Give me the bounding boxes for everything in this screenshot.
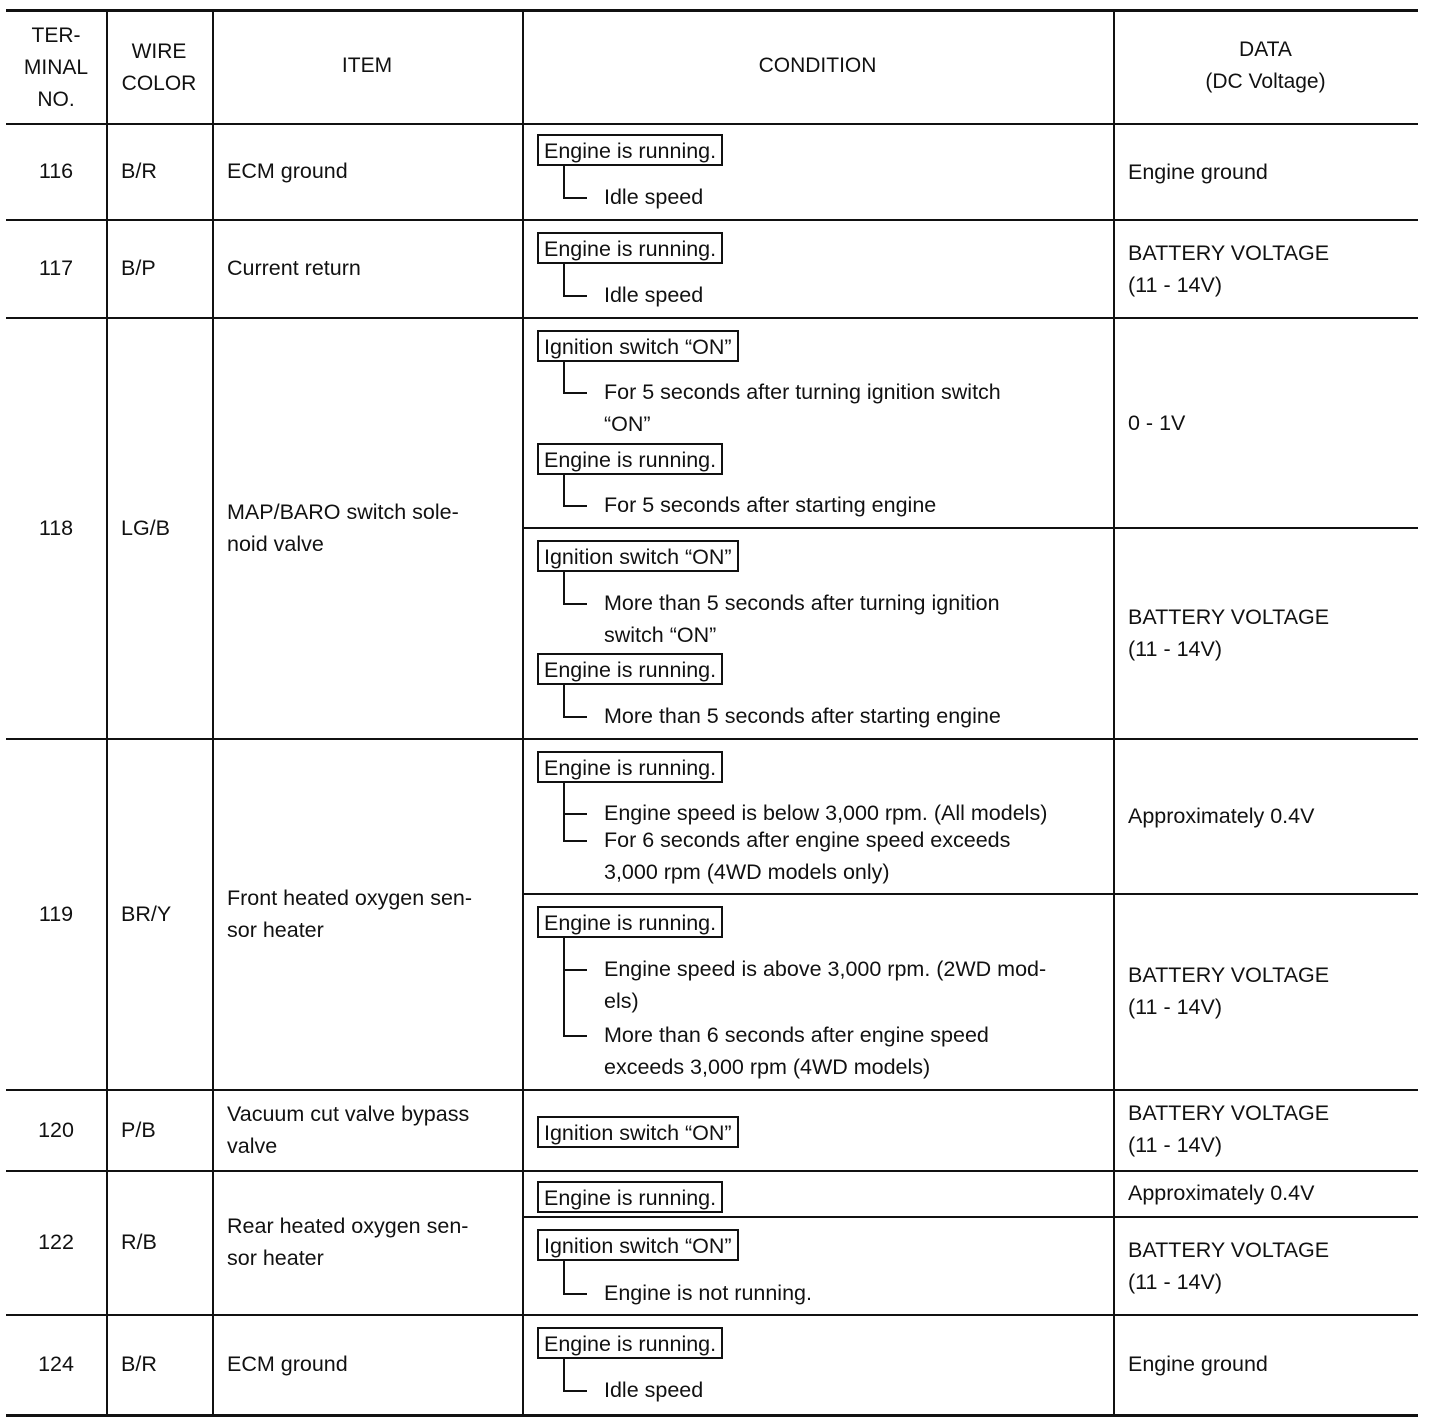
header-terminal: TER- [31, 24, 81, 47]
condition-box: Engine is running. [537, 134, 723, 166]
condition-detail: “ON” [604, 412, 651, 436]
header-wire-color: WIRE [131, 40, 187, 63]
data-value: (11 - 14V) [1128, 637, 1222, 661]
tree-branch [563, 813, 587, 815]
tree-branch [563, 392, 587, 394]
data-value: 0 - 1V [1128, 411, 1186, 435]
data-value: BATTERY VOLTAGE [1128, 241, 1330, 265]
terminal-number: 116 [38, 159, 74, 183]
condition-detail: Idle speed [604, 185, 704, 209]
terminal-number: 118 [38, 515, 74, 540]
data-value: Engine ground [1128, 1352, 1268, 1376]
row-divider [6, 317, 1418, 319]
wire-color: BR/Y [121, 901, 172, 926]
wire-color: B/R [121, 159, 157, 183]
condition-box: Ignition switch “ON” [537, 1116, 739, 1148]
tree-connector [563, 938, 565, 1035]
item-name: Vacuum cut valve bypass [227, 1101, 470, 1126]
data-value: Engine ground [1128, 160, 1268, 184]
header-item: ITEM [341, 54, 393, 77]
tree-branch [563, 295, 587, 297]
item-name: ECM ground [227, 1352, 348, 1376]
wire-color: R/B [121, 1230, 157, 1254]
condition-divider [522, 893, 1418, 895]
condition-box: Ignition switch “ON” [537, 1229, 739, 1261]
condition-box: Ignition switch “ON” [537, 540, 739, 572]
tree-branch [563, 840, 587, 842]
item-name: ECM ground [227, 159, 348, 183]
condition-box: Engine is running. [537, 1327, 723, 1359]
condition-box: Engine is running. [537, 751, 723, 783]
data-value: BATTERY VOLTAGE [1128, 1238, 1330, 1262]
column-divider [1113, 9, 1115, 1416]
item-name: Rear heated oxygen sen- [227, 1214, 469, 1238]
row-divider [6, 219, 1418, 221]
item-name: MAP/BARO switch sole- [227, 499, 459, 524]
header-wire-color: COLOR [121, 72, 197, 95]
condition-detail: Engine is not running. [604, 1281, 812, 1305]
item-name: sor heater [227, 1246, 324, 1270]
data-value: BATTERY VOLTAGE [1128, 605, 1330, 629]
row-divider [6, 1314, 1418, 1316]
item-name: valve [227, 1133, 278, 1158]
tree-connector [563, 475, 565, 505]
header-data: DATA [1239, 38, 1292, 61]
row-divider [6, 1089, 1418, 1091]
tree-branch [563, 1390, 587, 1392]
wire-color: LG/B [121, 515, 170, 540]
condition-detail: More than 5 seconds after turning ignition [604, 591, 1000, 615]
data-value: Approximately 0.4V [1128, 804, 1315, 828]
tree-branch [563, 197, 587, 199]
wire-color: P/B [121, 1117, 156, 1142]
tree-connector [563, 362, 565, 392]
condition-box: Ignition switch “ON” [537, 330, 739, 362]
condition-detail: For 6 seconds after engine speed exceeds [604, 828, 1011, 852]
data-value: (11 - 14V) [1128, 273, 1222, 297]
condition-detail: More than 5 seconds after starting engine [604, 704, 1001, 728]
wire-color: B/R [121, 1352, 157, 1376]
condition-divider [522, 527, 1418, 529]
condition-detail: els) [604, 989, 639, 1013]
tree-branch [563, 603, 587, 605]
item-name: noid valve [227, 531, 324, 556]
tree-branch [563, 716, 587, 718]
data-value: Approximately 0.4V [1128, 1181, 1315, 1205]
condition-box: Engine is running. [537, 906, 723, 938]
column-divider [522, 9, 524, 1416]
tree-connector [563, 1359, 565, 1390]
row-divider [6, 738, 1418, 740]
tree-branch [563, 1293, 587, 1295]
column-divider [106, 9, 108, 1416]
tree-connector [563, 783, 565, 840]
tree-connector [563, 1261, 565, 1293]
wire-color: B/P [121, 256, 156, 280]
condition-divider [522, 1216, 1418, 1218]
tree-connector [563, 264, 565, 295]
condition-box: Engine is running. [537, 232, 723, 264]
data-value: (11 - 14V) [1128, 1133, 1222, 1157]
data-value: (11 - 14V) [1128, 995, 1222, 1019]
condition-detail: switch “ON” [604, 623, 717, 647]
condition-detail: For 5 seconds after starting engine [604, 493, 937, 517]
item-name: Front heated oxygen sen- [227, 885, 473, 910]
data-value: BATTERY VOLTAGE [1128, 1101, 1330, 1125]
data-value: (11 - 14V) [1128, 1270, 1222, 1294]
item-name: Current return [227, 256, 361, 280]
terminal-number: 124 [38, 1352, 74, 1376]
condition-detail: Idle speed [604, 283, 704, 307]
item-name: sor heater [227, 917, 324, 942]
header-data: (DC Voltage) [1205, 70, 1326, 93]
terminal-number: 119 [38, 901, 74, 926]
condition-detail: Engine speed is above 3,000 rpm. (2WD mod- [604, 957, 1047, 981]
condition-box: Engine is running. [537, 653, 723, 685]
row-divider [6, 123, 1418, 125]
header-terminal: MINAL [23, 56, 89, 79]
terminal-number: 122 [38, 1230, 74, 1254]
tree-connector [563, 572, 565, 603]
table-top-rule [6, 9, 1418, 12]
condition-detail: 3,000 rpm (4WD models only) [604, 860, 890, 884]
row-divider [6, 1170, 1418, 1172]
table-bottom-rule [6, 1414, 1418, 1417]
header-condition: CONDITION [758, 54, 877, 77]
terminal-number: 117 [38, 256, 74, 280]
tree-branch [563, 505, 587, 507]
condition-detail: More than 6 seconds after engine speed [604, 1023, 989, 1047]
tree-branch [563, 969, 587, 971]
terminal-number: 120 [38, 1117, 74, 1142]
condition-box: Engine is running. [537, 1181, 723, 1213]
tree-connector [563, 685, 565, 716]
header-terminal: NO. [37, 88, 75, 111]
column-divider [212, 9, 214, 1416]
data-value: BATTERY VOLTAGE [1128, 963, 1330, 987]
condition-detail: Idle speed [604, 1378, 704, 1402]
condition-detail: Engine speed is below 3,000 rpm. (All models) [604, 801, 1048, 825]
condition-detail: exceeds 3,000 rpm (4WD models) [604, 1055, 931, 1079]
tree-connector [563, 166, 565, 197]
tree-branch [563, 1035, 587, 1037]
condition-detail: For 5 seconds after turning ignition switch [604, 380, 1001, 404]
condition-box: Engine is running. [537, 443, 723, 475]
